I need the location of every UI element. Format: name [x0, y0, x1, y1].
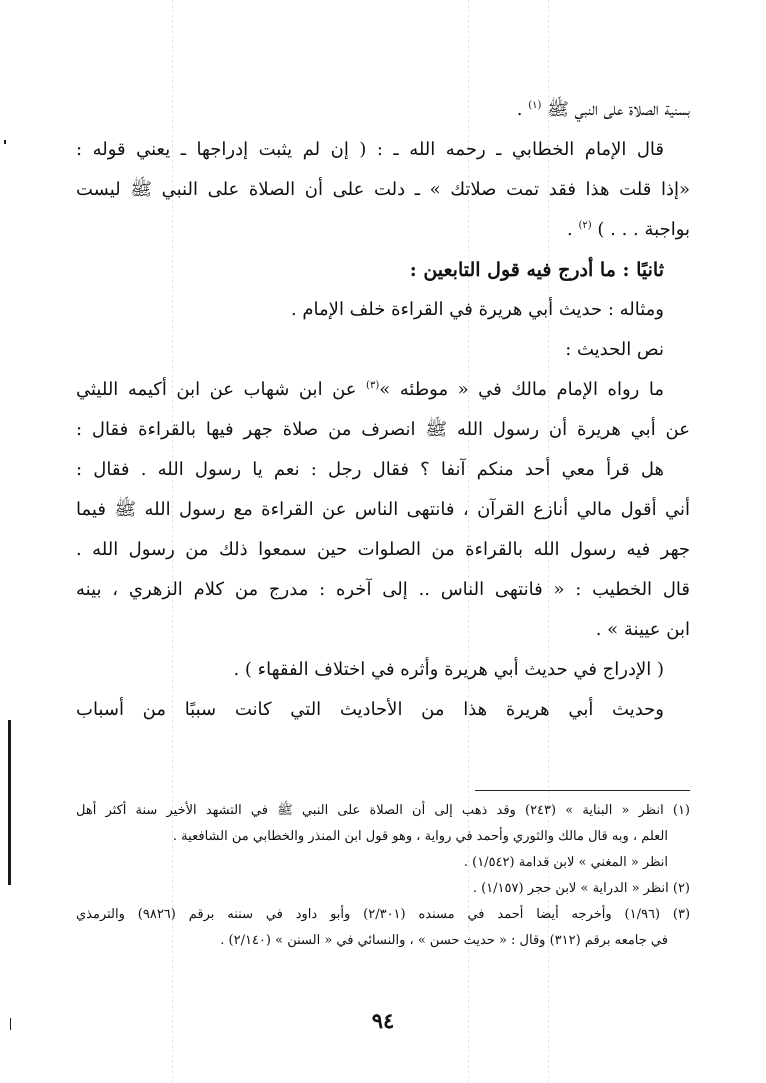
body-line: هل قرأ معي أحد منكم آنفا ؟ فقال رجل : نعم يا رسول الله . فقال : — [76, 459, 664, 480]
footnote-line: العلم ، وبه قال مالك والثوري وأحمد في رواية ، وهو قول ابن المنذر والخطابي من الشافعية . — [172, 829, 668, 844]
body-line: ومثاله : حديث أبي هريرة في القراءة خلف الإمام . — [290, 299, 664, 320]
body-line: ما رواه الإمام مالك في « موطئه »$^{(٣)}$ عن ابن شهاب عن ابن أكيمه الليثي — [76, 379, 664, 400]
margin-scan-mark — [4, 140, 6, 144]
body-line: بسنية الصلاة على النبي ﷺ $^{(١)}$ . — [516, 99, 690, 120]
body-line: «إذا قلت هذا فقد تمت صلاتك » ـ دلت على أن الصلاة على النبي ﷺ ليست — [76, 179, 690, 200]
body-line: نص الحديث : — [565, 339, 664, 360]
body-line: أني أقول مالي أنازع القرآن ، فانتهى الناس عن القراءة مع رسول الله ﷺ فيما — [76, 499, 690, 520]
footnote-line: (٢) انظر « الدراية » لابن حجر (١/١٥٧) . — [472, 881, 690, 896]
body-line: بواجبة . . . ) $^{(٢)}$ . — [567, 219, 690, 240]
main-text — [76, 90, 690, 730]
section-heading: ثانيًا : ما أدرج فيه قول التابعين : — [409, 259, 664, 281]
footnote-line: انظر « المغني » لابن قدامة (١/٥٤٢) . — [463, 855, 668, 870]
body-line: عن أبي هريرة أن رسول الله ﷺ انصرف من صلاة جهر فيها بالقراءة فقال : — [76, 419, 690, 440]
body-line: وحديث أبي هريرة هذا من الأحاديث التي كانت سببًا من أسباب — [76, 699, 664, 720]
margin-scan-mark — [8, 720, 11, 885]
body-line: ( الإدراج في حديث أبي هريرة وأثره في اختلاف الفقهاء ) . — [233, 659, 664, 680]
footnote-separator — [475, 790, 690, 791]
body-line: قال الخطيب : « فانتهى الناس .. إلى آخره : مدرج من كلام الزهري ، بينه — [76, 579, 690, 600]
body-line: جهر فيه رسول الله بالقراءة من الصلوات حين سمعوا ذلك من رسول الله . — [76, 539, 690, 560]
page-number: ٩٤ — [371, 1008, 395, 1033]
footnote-line: في جامعه برقم (٣١٢) وقال : « حديث حسن » ، والنسائي في « السنن » (٢/١٤٠) . — [220, 933, 668, 948]
body-line: قال الإمام الخطابي ـ رحمه الله ـ : ( إن لم يثبت إدراجها ـ يعني قوله : — [76, 139, 664, 160]
footnotes — [76, 798, 690, 954]
body-line: ابن عيينة » . — [595, 619, 690, 640]
footnote-line: (٣) (١/٩٦) وأخرجه أيضا أحمد في مسنده (٢/٣٠١) وأبو داود في سننه برقم (٩٨٢٦) والترمذي — [76, 907, 691, 922]
footnote-line: (١) انظر « البناية » (٢٤٣) وقد ذهب إلى أن الصلاة على النبي ﷺ في التشهد الأخير سنة أكثر أهل — [76, 803, 690, 818]
